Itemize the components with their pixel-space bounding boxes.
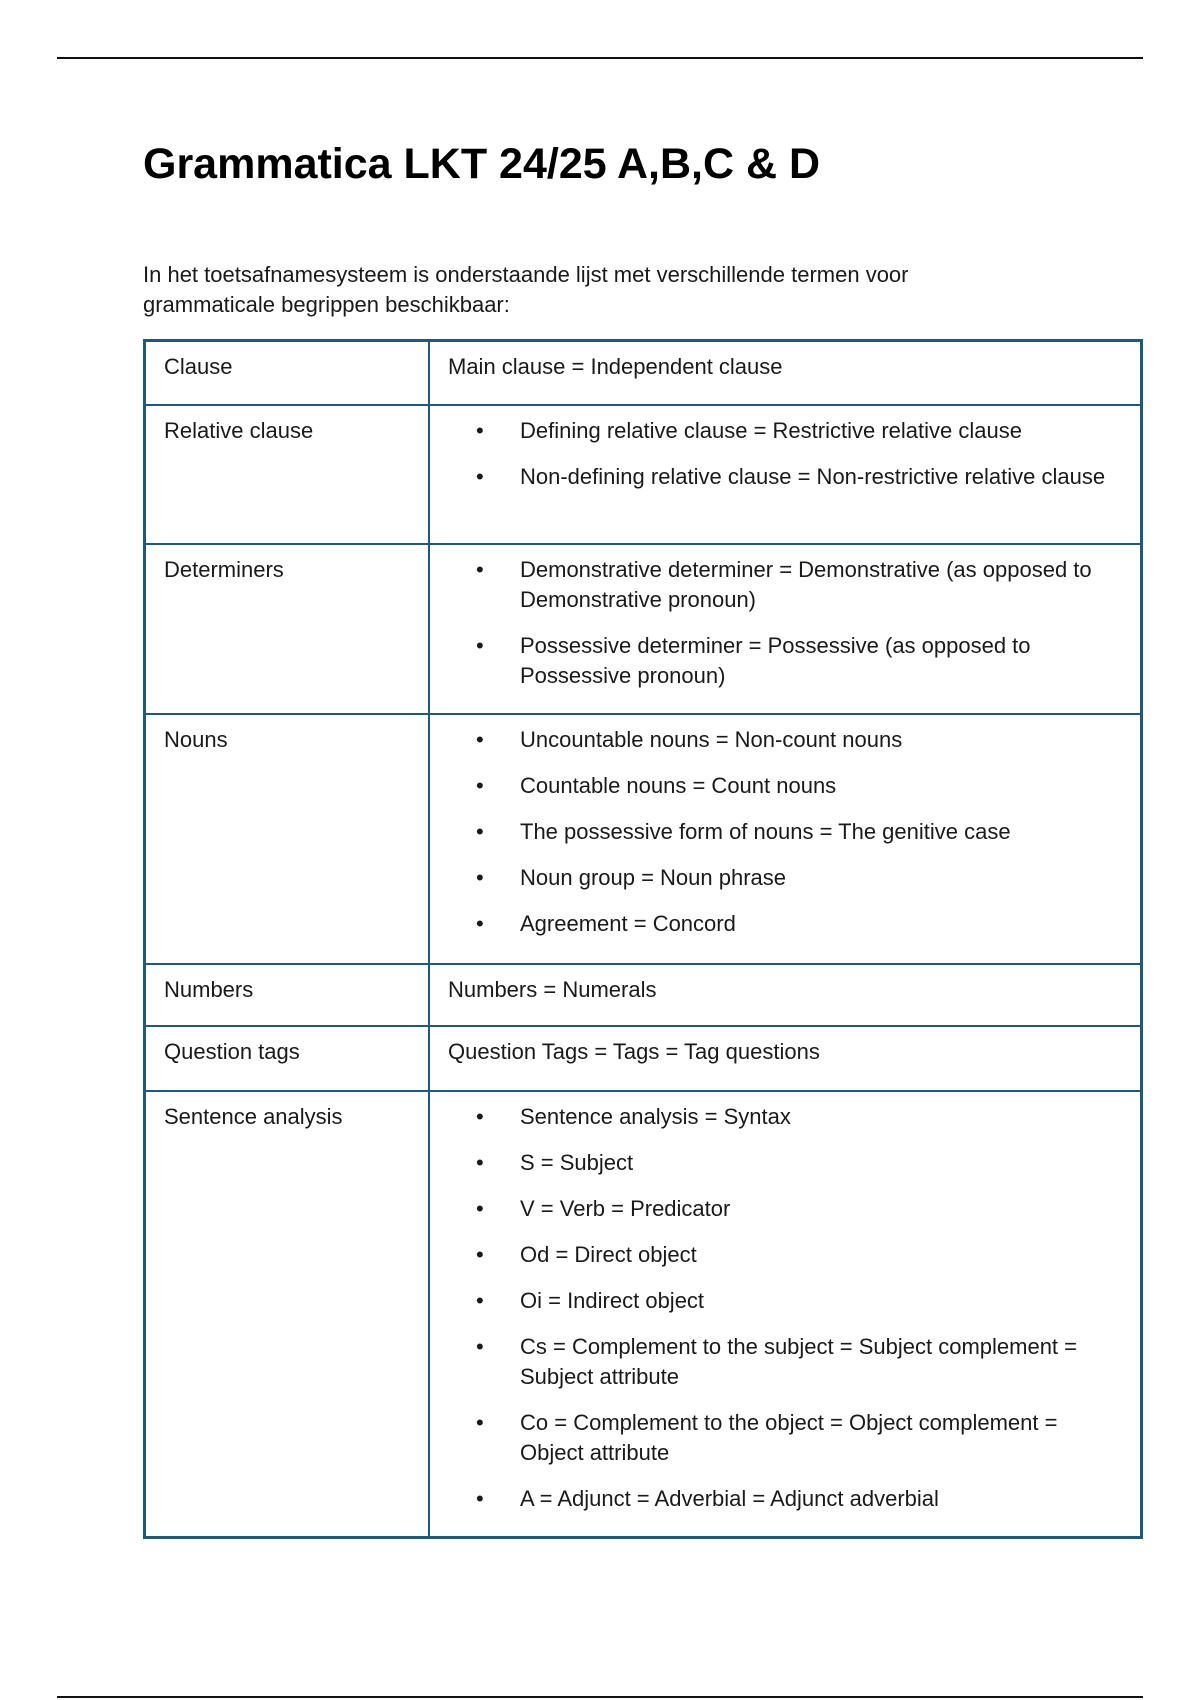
list-item-text: The possessive form of nouns = The genitive case <box>520 818 1011 844</box>
list-item-text: S = Subject <box>520 1149 634 1175</box>
definition-list <box>448 555 1122 691</box>
list-item <box>476 863 1122 893</box>
term-cell: Sentence analysis <box>145 1091 430 1538</box>
term-cell: Determiners <box>145 544 430 714</box>
definition-list <box>448 1102 1122 1514</box>
term-cell: Question tags <box>145 1026 430 1091</box>
list-item-text: Possessive determiner = Possessive (as opposed to Possessive pronoun) <box>520 632 1031 688</box>
definition-cell <box>429 405 1142 544</box>
list-item-text: Od = Direct object <box>520 1241 697 1267</box>
bullet-icon: • <box>476 1103 484 1129</box>
term-cell: Clause <box>145 341 430 405</box>
bullet-icon: • <box>476 818 484 844</box>
list-item <box>476 1332 1122 1392</box>
list-item-text: Cs = Complement to the subject = Subject complement = Subject attribute <box>520 1333 1078 1389</box>
table-row <box>145 405 1142 544</box>
list-item <box>476 771 1122 801</box>
bullet-icon: • <box>476 632 484 658</box>
bullet-icon: • <box>476 556 484 582</box>
table-row <box>145 1026 1142 1091</box>
definition-cell <box>429 544 1142 714</box>
table-row <box>145 714 1142 964</box>
term-cell: Numbers <box>145 964 430 1026</box>
table-row <box>145 964 1142 1026</box>
bullet-icon: • <box>476 463 484 489</box>
bullet-icon: • <box>476 1333 484 1359</box>
list-item <box>476 1408 1122 1468</box>
list-item-text: Noun group = Noun phrase <box>520 864 787 890</box>
list-item <box>476 416 1122 446</box>
list-item <box>476 725 1122 755</box>
list-item-text: Non-defining relative clause = Non-restrictive relative clause <box>520 463 1106 489</box>
bullet-icon: • <box>476 1409 484 1435</box>
table-row <box>145 1091 1142 1538</box>
list-item <box>476 1194 1122 1224</box>
definition-list <box>448 725 1122 939</box>
term-cell: Nouns <box>145 714 430 964</box>
bullet-icon: • <box>476 1149 484 1175</box>
list-item <box>476 909 1122 939</box>
list-item <box>476 462 1122 492</box>
bullet-icon: • <box>476 726 484 752</box>
table-row <box>145 341 1142 405</box>
list-item <box>476 1240 1122 1270</box>
definition-cell <box>429 1091 1142 1538</box>
list-item-text: Co = Complement to the object = Object complement = Object attribute <box>520 1409 1058 1465</box>
page-title: Grammatica LKT 24/25 A,B,C & D <box>143 140 821 188</box>
list-item-text: A = Adjunct = Adverbial = Adjunct adverbial <box>520 1485 939 1511</box>
header-rule <box>57 57 1143 59</box>
bullet-icon: • <box>476 417 484 443</box>
list-item <box>476 1484 1122 1514</box>
bullet-icon: • <box>476 772 484 798</box>
footer-rule <box>57 1696 1143 1698</box>
list-item-text: Agreement = Concord <box>520 910 736 936</box>
list-item <box>476 1102 1122 1132</box>
bullet-icon: • <box>476 1287 484 1313</box>
bullet-icon: • <box>476 1485 484 1511</box>
list-item-text: Demonstrative determiner = Demonstrative (as opposed to Demonstrative pronoun) <box>520 556 1092 612</box>
bullet-icon: • <box>476 864 484 890</box>
bullet-icon: • <box>476 1195 484 1221</box>
term-cell: Relative clause <box>145 405 430 544</box>
list-item <box>476 631 1122 691</box>
definition-cell: Numbers = Numerals <box>429 964 1142 1026</box>
list-item <box>476 1286 1122 1316</box>
list-item-text: Sentence analysis = Syntax <box>520 1103 791 1129</box>
definition-list <box>448 416 1122 492</box>
bullet-icon: • <box>476 1241 484 1267</box>
definition-cell: Main clause = Independent clause <box>429 341 1142 405</box>
list-item-text: Countable nouns = Count nouns <box>520 772 837 798</box>
intro-text: In het toetsafnamesysteem is onderstaande lijst met verschillende termen voor grammaticale begrippen beschikbaar: <box>143 262 909 317</box>
list-item-text: Defining relative clause = Restrictive relative clause <box>520 417 1022 443</box>
list-item-text: Oi = Indirect object <box>520 1287 705 1313</box>
list-item-text: Uncountable nouns = Non-count nouns <box>520 726 903 752</box>
list-item <box>476 555 1122 615</box>
definition-cell: Question Tags = Tags = Tag questions <box>429 1026 1142 1091</box>
list-item <box>476 1148 1122 1178</box>
definition-cell <box>429 714 1142 964</box>
list-item-text: V = Verb = Predicator <box>520 1195 731 1221</box>
list-item <box>476 817 1122 847</box>
table-row <box>145 544 1142 714</box>
bullet-icon: • <box>476 910 484 936</box>
terms-table <box>143 339 1143 1539</box>
